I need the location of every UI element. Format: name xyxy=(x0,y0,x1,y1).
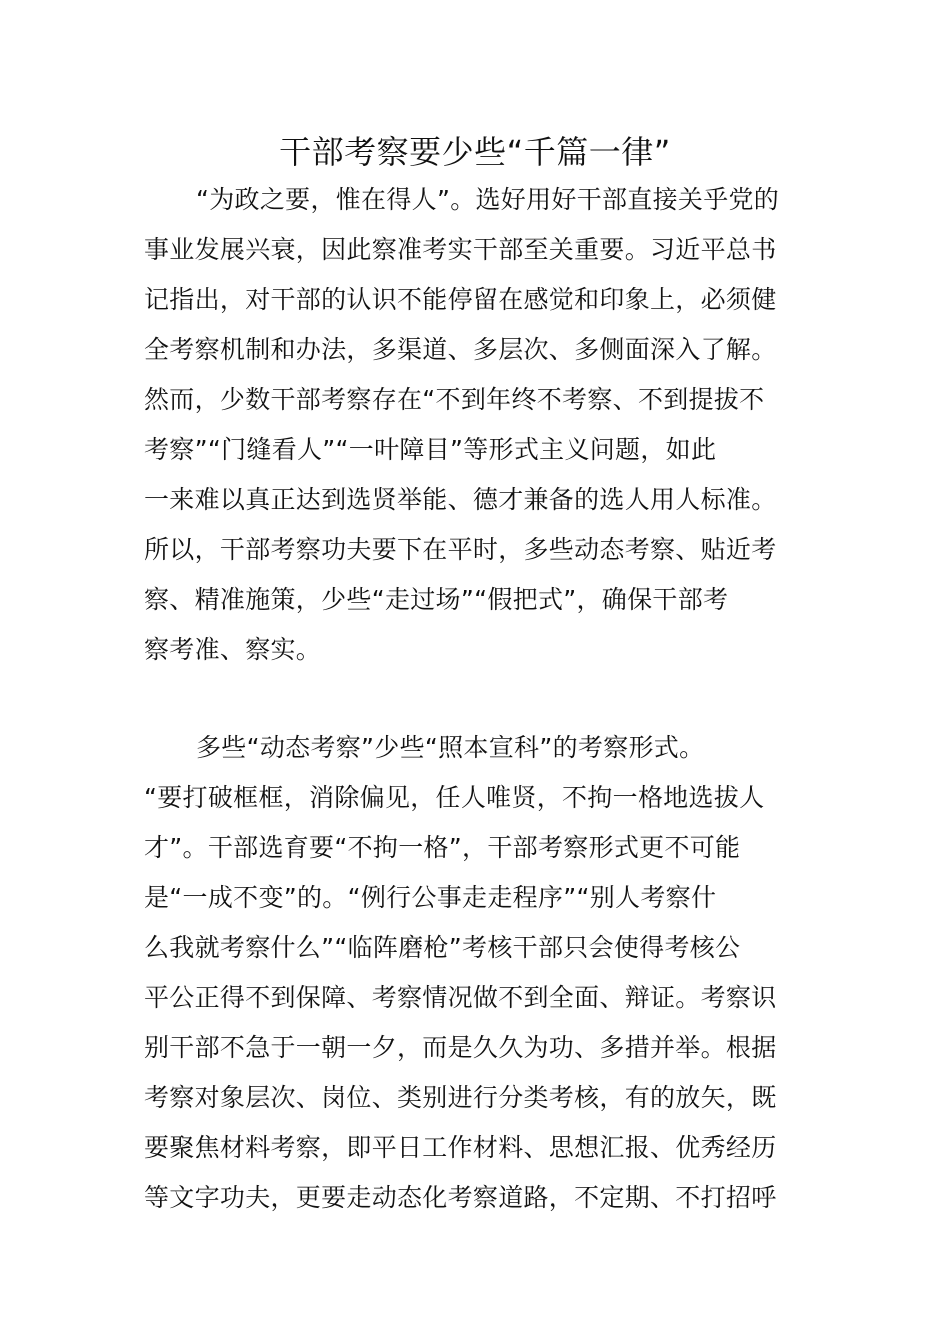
paragraph-2-line-1: 多些“动态考察”少些“照本宣科”的考察形式。 xyxy=(196,733,705,762)
paragraph-1-line-5: 然而，少数干部考察存在“不到年终不考察、不到提拔不 xyxy=(144,385,765,414)
paragraph-2-line-6: 平公正得不到保障、考察情况做不到全面、辩证。考察识 xyxy=(144,983,777,1012)
paragraph-2-line-10: 等文字功夫，更要走动态化考察道路，不定期、不打招呼 xyxy=(144,1183,777,1212)
paragraph-1-line-3: 记指出，对干部的认识不能停留在感觉和印象上，必须健 xyxy=(144,285,777,314)
paragraph-1-line-10: 察考准、察实。 xyxy=(144,635,322,664)
paragraph-1-line-1: “为政之要，惟在得人”。选好用好干部直接关乎党的 xyxy=(196,185,780,214)
paragraph-1-line-7: 一来难以真正达到选贤举能、德才兼备的选人用人标准。 xyxy=(144,485,777,514)
paragraph-2-line-9: 要聚焦材料考察，即平日工作材料、思想汇报、优秀经历 xyxy=(144,1133,777,1162)
document-title: 干部考察要少些“千篇一律” xyxy=(279,133,671,171)
paragraph-2-line-5: 么我就考察什么”“临阵磨枪”考核干部只会使得考核公 xyxy=(144,933,741,962)
paragraph-2-line-8: 考察对象层次、岗位、类别进行分类考核，有的放矢，既 xyxy=(144,1083,777,1112)
paragraph-2-line-7: 别干部不急于一朝一夕，而是久久为功、多措并举。根据 xyxy=(144,1033,777,1062)
paragraph-1-line-8: 所以，干部考察功夫要下在平时，多些动态考察、贴近考 xyxy=(144,535,777,564)
paragraph-2-line-4: 是“一成不变”的。“例行公事走走程序”“别人考察什 xyxy=(144,883,717,912)
paragraph-1-line-9: 察、精准施策，少些“走过场”“假把式”，确保干部考 xyxy=(144,585,729,614)
paragraph-2-line-2: “要打破框框，消除偏见，任人唯贤，不拘一格地选拔人 xyxy=(144,783,765,812)
paragraph-1-line-4: 全考察机制和办法，多渠道、多层次、多侧面深入了解。 xyxy=(144,335,777,364)
paragraph-1-line-2: 事业发展兴衰，因此察准考实干部至关重要。习近平总书 xyxy=(144,235,777,264)
paragraph-1-line-6: 考察”“门缝看人”“一叶障目”等形式主义问题，如此 xyxy=(144,435,717,464)
paragraph-2-line-3: 才”。干部选育要“不拘一格”，干部考察形式更不可能 xyxy=(144,833,741,862)
